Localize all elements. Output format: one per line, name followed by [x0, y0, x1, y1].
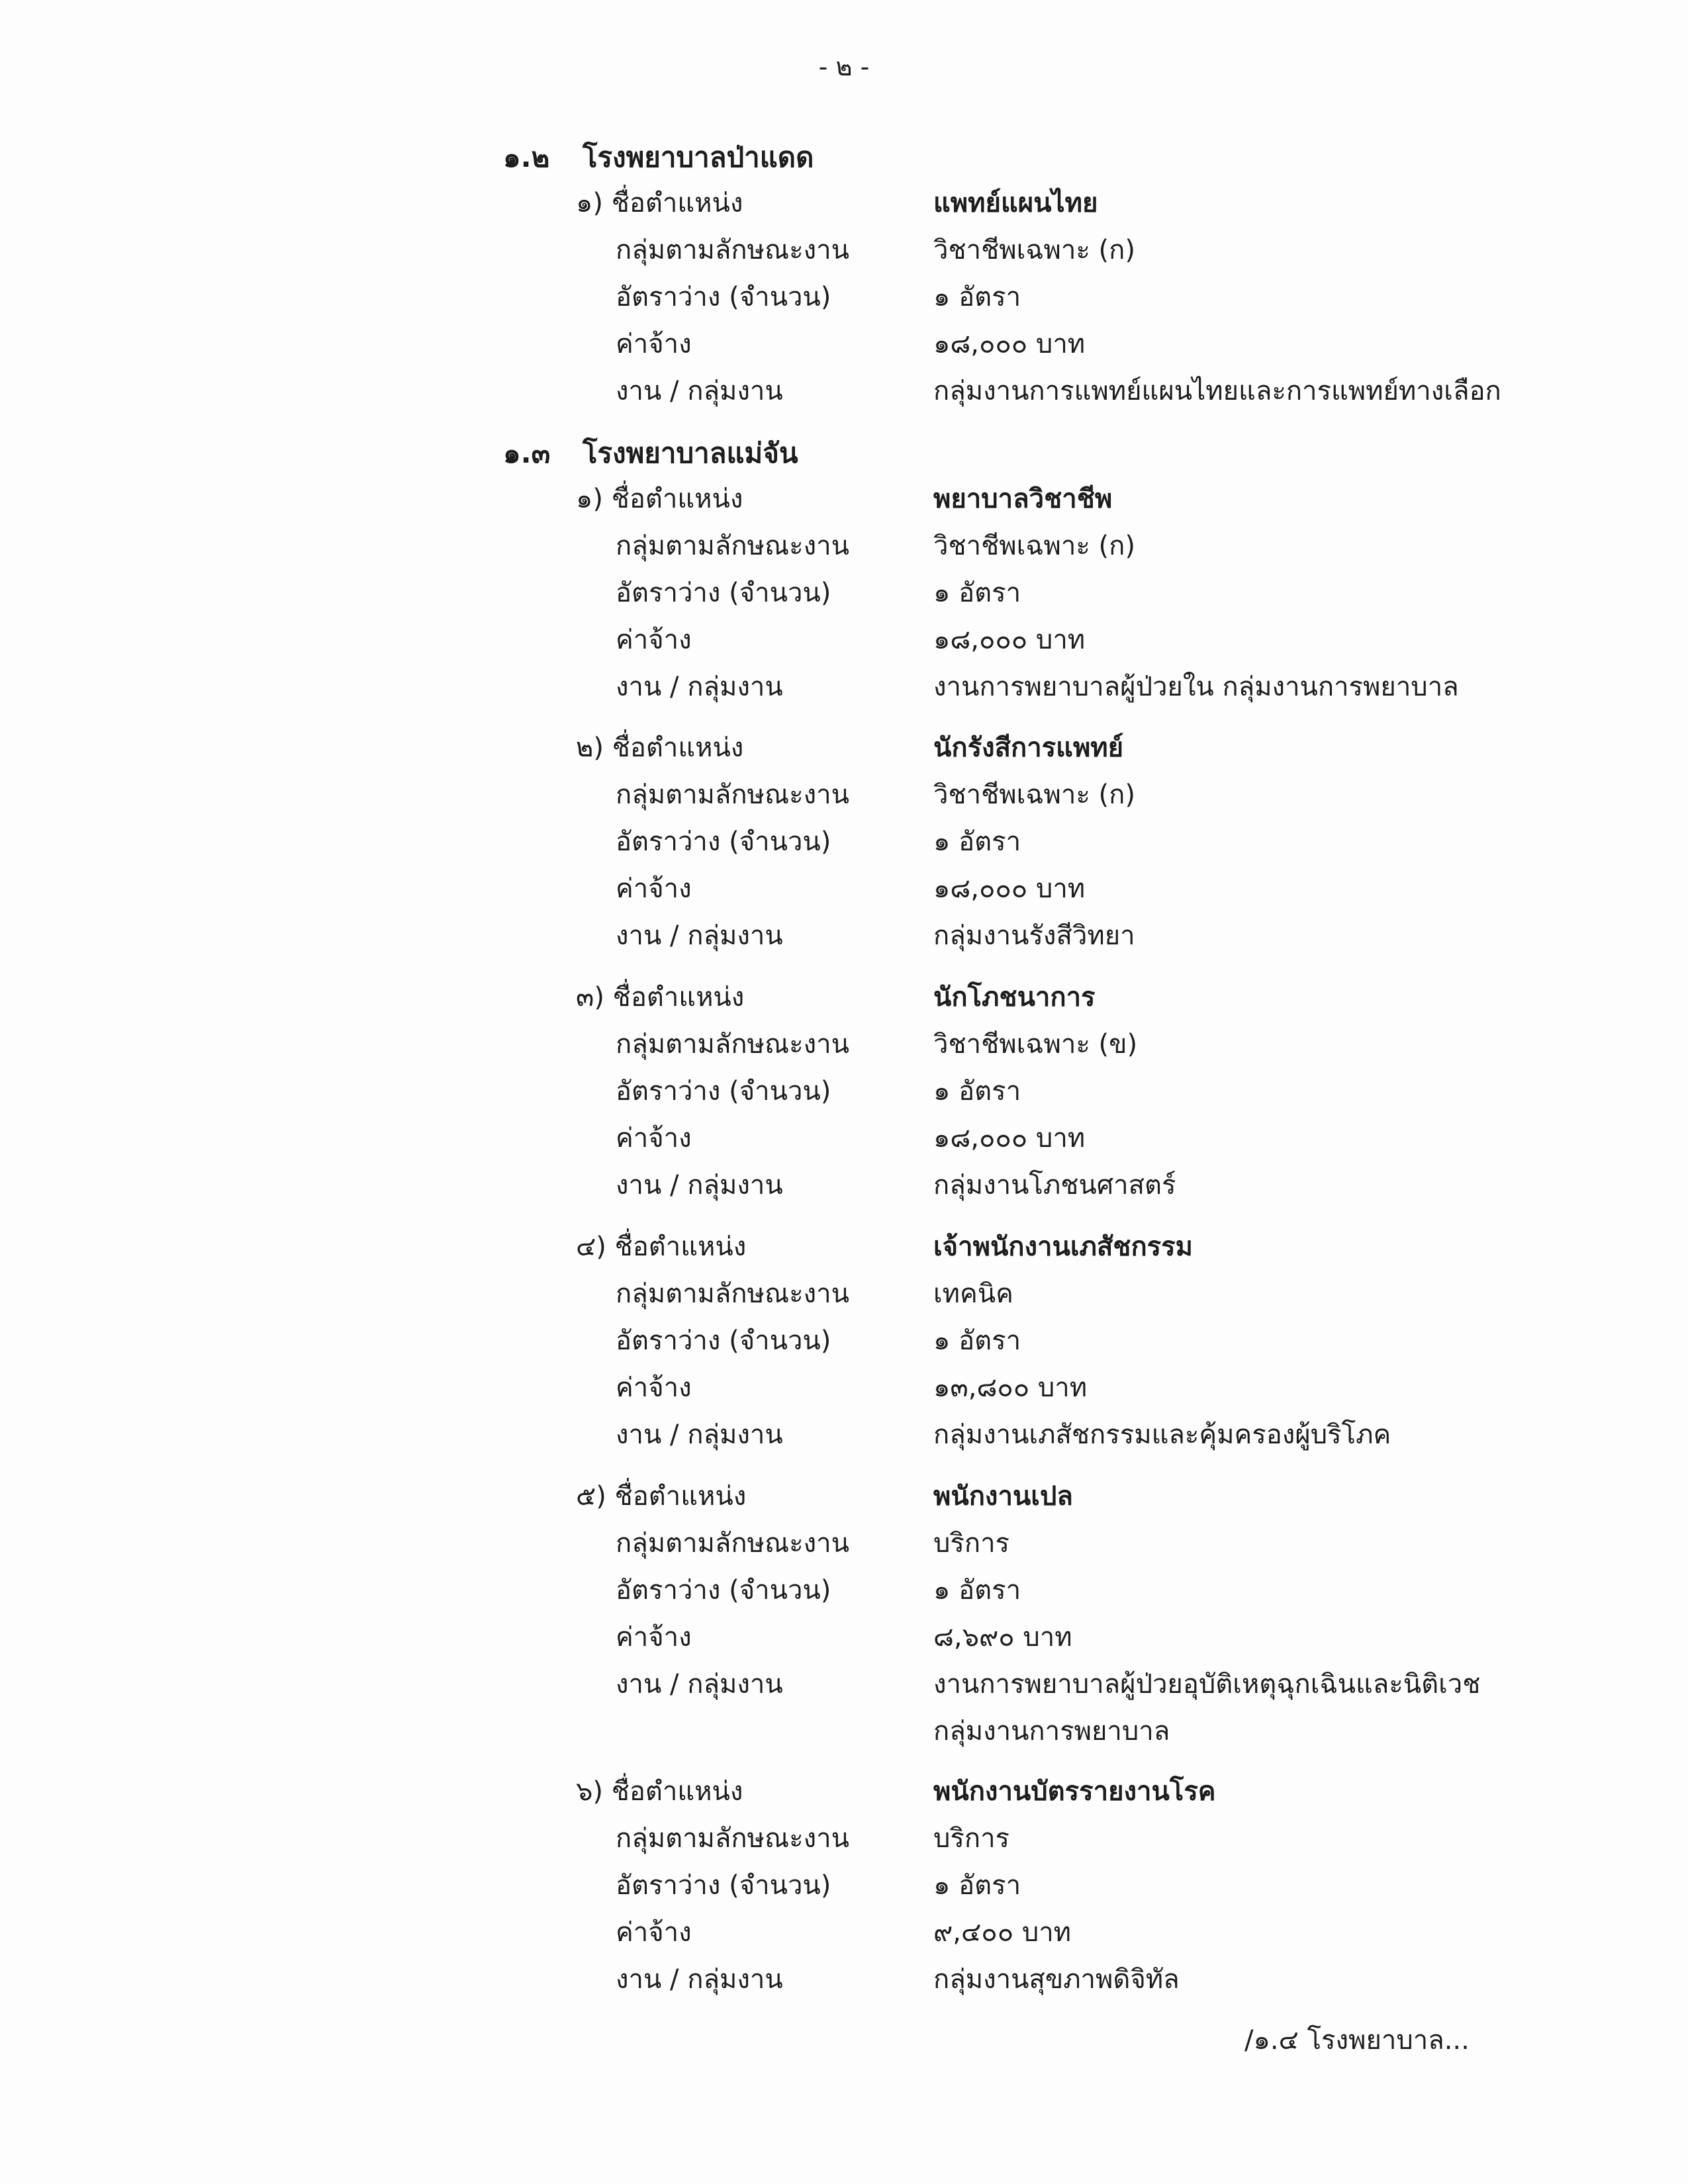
vacancy-label: อัตราว่าง (จำนวน): [616, 577, 831, 608]
position-index: ๕): [576, 1480, 606, 1512]
position-name-label: ชื่อตำแหน่ง: [611, 1776, 743, 1807]
page-number: - ๒ -: [818, 52, 870, 81]
department-label: งาน / กลุ่มงาน: [616, 1964, 783, 1995]
position-entry: [576, 973, 1503, 1208]
section-number: ๑.๒: [503, 141, 550, 173]
position-entry: [576, 1472, 1503, 1754]
wage-label: ค่าจ้าง: [616, 1917, 692, 1948]
vacancy-label: อัตราว่าง (จำนวน): [616, 1574, 831, 1606]
wage-label: ค่าจ้าง: [616, 873, 692, 904]
vacancy-value: ๑ อัตรา: [933, 1574, 1021, 1606]
job-group-value: วิชาชีพเฉพาะ (ก): [933, 530, 1135, 561]
position-name-label: ชื่อตำแหน่ง: [612, 981, 745, 1013]
job-group-label: กลุ่มตามลักษณะงาน: [616, 1823, 849, 1854]
position-index: ๒): [576, 732, 604, 763]
department-value: งานการพยาบาลผู้ป่วยใน กลุ่มงานการพยาบาล: [933, 671, 1459, 702]
position-name: นักโภชนาการ: [933, 981, 1096, 1013]
job-group-label: กลุ่มตามลักษณะงาน: [616, 234, 849, 265]
wage-value: ๘,๖๙๐ บาท: [933, 1621, 1072, 1653]
job-group-value: วิชาชีพเฉพาะ (ข): [933, 1028, 1138, 1060]
position-index: ๓): [576, 981, 604, 1013]
vacancy-value: ๑ อัตรา: [933, 826, 1021, 857]
position-name-label: ชื่อตำแหน่ง: [611, 187, 743, 218]
wage-value: ๑๘,๐๐๐ บาท: [933, 873, 1086, 904]
department-label: งาน / กลุ่มงาน: [616, 1419, 783, 1450]
wage-value: ๑๓,๘๐๐ บาท: [933, 1372, 1088, 1403]
wage-label: ค่าจ้าง: [616, 1122, 692, 1154]
department-label: งาน / กลุ่มงาน: [616, 671, 783, 702]
department-label: งาน / กลุ่มงาน: [616, 375, 783, 406]
position-entry: [576, 1222, 1503, 1457]
job-group-label: กลุ่มตามลักษณะงาน: [616, 530, 849, 561]
wage-label: ค่าจ้าง: [616, 1372, 692, 1403]
position-name: แพทย์แผนไทย: [933, 187, 1098, 218]
department-value-line2: กลุ่มงานการพยาบาล: [933, 1715, 1170, 1747]
section-name: โรงพยาบาลป่าแดด: [583, 141, 814, 173]
position-index: ๖): [576, 1776, 603, 1807]
position-name: พนักงานบัตรรายงานโรค: [933, 1776, 1216, 1807]
wage-label: ค่าจ้าง: [616, 624, 692, 655]
job-group-value: เทคนิค: [933, 1278, 1013, 1309]
department-value: กลุ่มงานการแพทย์แผนไทยและการแพทย์ทางเลือก: [933, 375, 1501, 406]
section-title: [503, 432, 798, 475]
position-index: ๑): [576, 483, 603, 514]
vacancy-label: อัตราว่าง (จำนวน): [616, 281, 831, 312]
department-value: กลุ่มงานรังสีวิทยา: [933, 920, 1135, 951]
job-group-value: วิชาชีพเฉพาะ (ก): [933, 779, 1135, 810]
position-entry: [576, 179, 1503, 414]
department-label: งาน / กลุ่มงาน: [616, 1169, 783, 1201]
position-index: ๑): [576, 187, 603, 218]
department-value: กลุ่มงานเภสัชกรรมและคุ้มครองผู้บริโภค: [933, 1419, 1391, 1450]
section-name: โรงพยาบาลแม่จัน: [583, 437, 798, 469]
position-entry: [576, 1767, 1503, 2002]
wage-label: ค่าจ้าง: [616, 1621, 692, 1653]
job-group-value: บริการ: [933, 1527, 1010, 1559]
position-name: พนักงานเปล: [933, 1480, 1073, 1512]
wage-value: ๑๘,๐๐๐ บาท: [933, 624, 1086, 655]
wage-value: ๑๘,๐๐๐ บาท: [933, 328, 1086, 359]
department-label: งาน / กลุ่มงาน: [616, 1668, 783, 1700]
department-value: กลุ่มงานโภชนศาสตร์: [933, 1169, 1176, 1201]
vacancy-label: อัตราว่าง (จำนวน): [616, 826, 831, 857]
vacancy-value: ๑ อัตรา: [933, 1325, 1021, 1356]
vacancy-value: ๑ อัตรา: [933, 1075, 1021, 1107]
section-number: ๑.๓: [503, 437, 551, 469]
vacancy-label: อัตราว่าง (จำนวน): [616, 1325, 831, 1356]
department-label: งาน / กลุ่มงาน: [616, 920, 783, 951]
position-name-label: ชื่อตำแหน่ง: [611, 483, 743, 514]
wage-label: ค่าจ้าง: [616, 328, 692, 359]
vacancy-value: ๑ อัตรา: [933, 1870, 1021, 1901]
job-group-value: บริการ: [933, 1823, 1010, 1854]
department-value: กลุ่มงานสุขภาพดิจิทัล: [933, 1964, 1180, 1995]
vacancy-label: อัตราว่าง (จำนวน): [616, 1870, 831, 1901]
job-group-label: กลุ่มตามลักษณะงาน: [616, 1028, 849, 1060]
vacancy-value: ๑ อัตรา: [933, 577, 1021, 608]
wage-value: ๑๘,๐๐๐ บาท: [933, 1122, 1086, 1154]
section-title: [503, 136, 814, 179]
position-entry: [576, 723, 1503, 958]
position-name-label: ชื่อตำแหน่ง: [614, 1480, 747, 1512]
job-group-label: กลุ่มตามลักษณะงาน: [616, 1278, 849, 1309]
vacancy-label: อัตราว่าง (จำนวน): [616, 1075, 831, 1107]
position-name-label: ชื่อตำแหน่ง: [614, 1231, 747, 1262]
position-name-label: ชื่อตำแหน่ง: [612, 732, 744, 763]
continuation-note: /๑.๔ โรงพยาบาล...: [1244, 2025, 1470, 2056]
position-entry: [576, 475, 1503, 709]
wage-value: ๙,๔๐๐ บาท: [933, 1917, 1072, 1948]
vacancy-value: ๑ อัตรา: [933, 281, 1021, 312]
position-name: เจ้าพนักงานเภสัชกรรม: [933, 1231, 1193, 1262]
job-group-value: วิชาชีพเฉพาะ (ก): [933, 234, 1135, 265]
position-index: ๔): [576, 1231, 606, 1262]
job-group-label: กลุ่มตามลักษณะงาน: [616, 1527, 849, 1559]
department-value: งานการพยาบาลผู้ป่วยอุบัติเหตุฉุกเฉินและนิติเวช: [933, 1668, 1481, 1700]
position-name: นักรังสีการแพทย์: [933, 732, 1124, 763]
job-group-label: กลุ่มตามลักษณะงาน: [616, 779, 849, 810]
position-name: พยาบาลวิชาชีพ: [933, 483, 1113, 514]
